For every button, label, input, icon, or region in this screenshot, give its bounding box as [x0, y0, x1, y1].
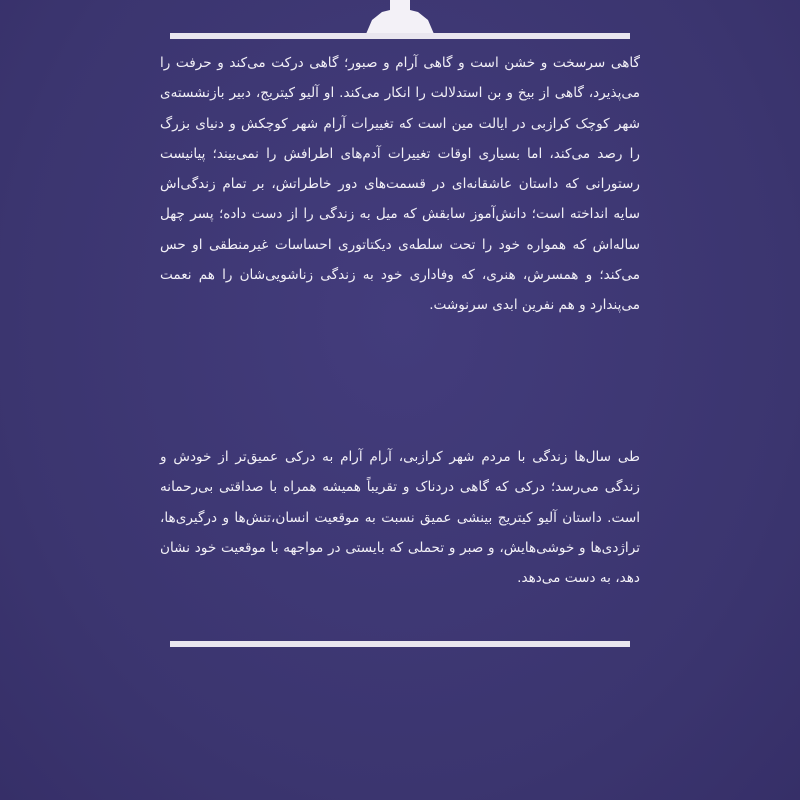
blurb-paragraph-2: طی سال‌ها زندگی با مردم شهر کرازبی، آرام آرام به درکی عمیق‌تر از خودش و زندگی می‌رسد؛ درکی که گاهی دردناک و تقریباً همیشه همراه با صداقتی بی‌رحمانه است. داستان آلیو کیتریج بینشی عمیق نسبت به موقعیت انسان،تنش‌ها و درگیری‌ها، تراژدی‌ها و خوشی‌هایش، و صبر و تحملی که بایستی در مواجهه با موقعیت خود نشان دهد، به دست می‌دهد. [160, 449, 640, 587]
bottom-divider [170, 641, 630, 647]
top-divider [170, 33, 630, 39]
blurb-paragraph-1: گاهی سرسخت و خشن است و گاهی آرام و صبور؛ گاهی درکت می‌کند و حرفت را می‌پذیرد، گاهی از بیخ و بن استدلالت را انکار می‌کند. او آلیو کیتریج، دبیر بازنشسته‌ی شهر کوچک کرازبی در ایالت مین است که تغییرات آرام شهر کوچکش و دنیای بزرگ را رصد می‌کند، اما بسیاری اوقات تغییرات آدم‌های اطرافش را نمی‌بیند؛ پیانیست رستورانی که داستان عاشقانه‌ای در قسمت‌های دور خاطراتش، بر تمام زندگی‌اش سایه انداخته است؛ دانش‌آموز سابقش که میل به زندگی را از دست داده؛ پسر چهل ساله‌اش که همواره خود را تحت سلطه‌ی دیکتاتوری احساسات غیرمنطقی او حس می‌کند؛ و همسرش، هنری، که وفاداری خود به زندگی زناشویی‌شان را هم نعمت می‌پندارد و هم نفرین ابدی سرنوشت. [160, 55, 640, 314]
